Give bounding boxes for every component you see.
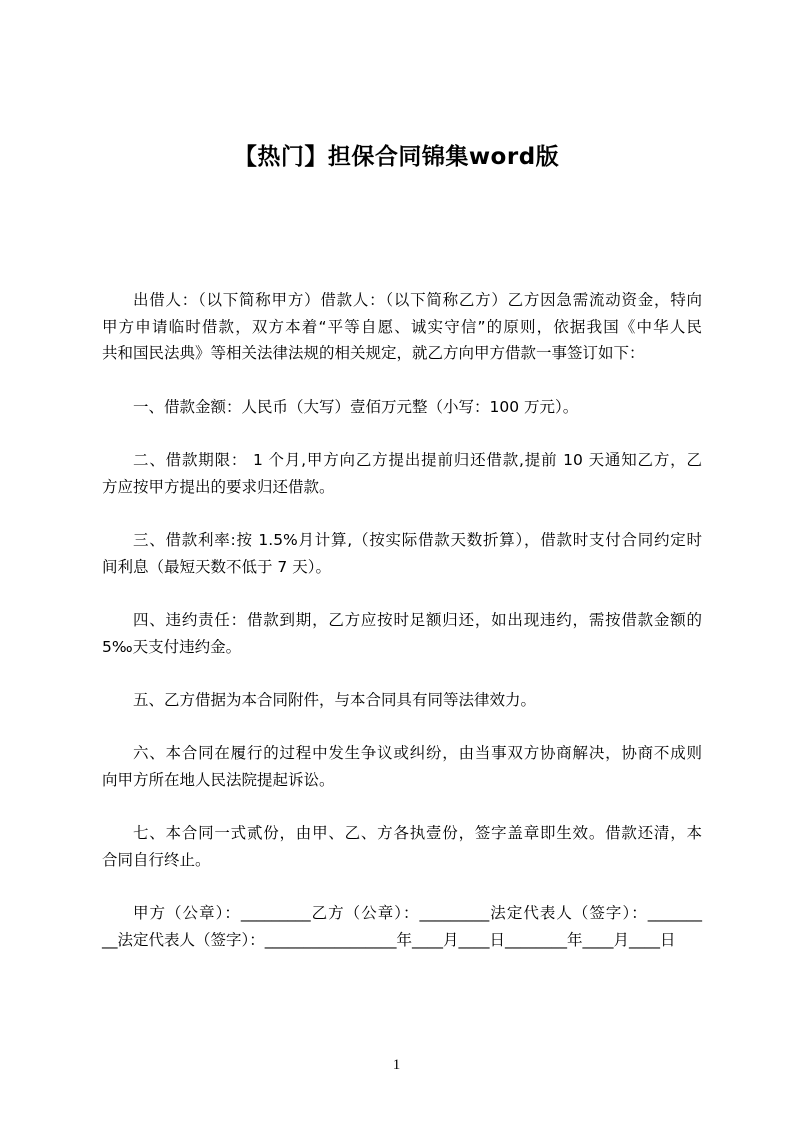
paragraph-line: 间利息（最短天数不低于 7 天）。 (102, 557, 331, 576)
document-title: 【热门】担保合同锦集word版 (233, 144, 560, 170)
paragraph-line: 向甲方所在地人民法院提起诉讼。 (102, 771, 335, 789)
paragraph-line: 五、乙方借据为本合同附件，与本合同具有同等法律效力。 (133, 691, 537, 709)
paragraph-dispute-resolution (102, 740, 702, 793)
paragraph-line: 甲方（公章）：_________乙方（公章）：_________法定代表人（签字）：_______ (133, 904, 702, 923)
paragraph-line: 5‰天支付违约金。 (102, 637, 242, 656)
paragraph-line: 七、本合同一式贰份，由甲、乙、方各执壹份，签字盖章即生效。借款还清，本 (133, 824, 702, 843)
paragraph-loan-amount (102, 394, 702, 421)
paragraph-interest-rate (102, 527, 702, 580)
paragraph-breach-liability (102, 607, 702, 660)
document-body (102, 287, 702, 954)
paragraph-loan-term (102, 447, 702, 500)
paragraph-line: 共和国民法典》等相关法律法规的相关规定，就乙方向甲方借款一事签订如下： (102, 344, 645, 363)
paragraph-signature-block (102, 900, 702, 953)
paragraph-line: 三、借款利率:按 1.5%月计算,（按实际借款天数折算），借款时支付合同约定时 (133, 531, 702, 549)
paragraph-iou-attachment (102, 687, 702, 714)
page-number: 1 (392, 1057, 401, 1073)
paragraph-line: 合同自行终止。 (102, 851, 211, 869)
paragraph-line: 四、违约责任：借款到期，乙方应按时足额归还，如出现违约，需按借款金额的 (133, 611, 702, 629)
paragraph-line: 方应按甲方提出的要求归还借款。 (102, 477, 335, 496)
paragraph-line: 二、借款期限： 1 个月,甲方向乙方提出提前归还借款,提前 10 天通知乙方，乙 (133, 451, 702, 469)
paragraph-preamble (102, 287, 702, 367)
paragraph-line: 出借人：（以下简称甲方）借款人：（以下简称乙方）乙方因急需流动资金，特向 (133, 291, 702, 309)
paragraph-line: 一、借款金额：人民币（大写）壹佰万元整（小写：100 万元）。 (133, 397, 579, 416)
paragraph-line: 六、本合同在履行的过程中发生争议或纠纷，由当事双方协商解决，协商不成则 (133, 744, 702, 763)
paragraph-line: __法定代表人（签字）：_________________年____月____日________年____月____日 (102, 931, 676, 949)
paragraph-copies-validity (102, 820, 702, 873)
paragraph-line: 甲方申请临时借款，双方本着“平等自愿、诚实守信”的原则，依据我国《中华人民 (102, 317, 702, 336)
